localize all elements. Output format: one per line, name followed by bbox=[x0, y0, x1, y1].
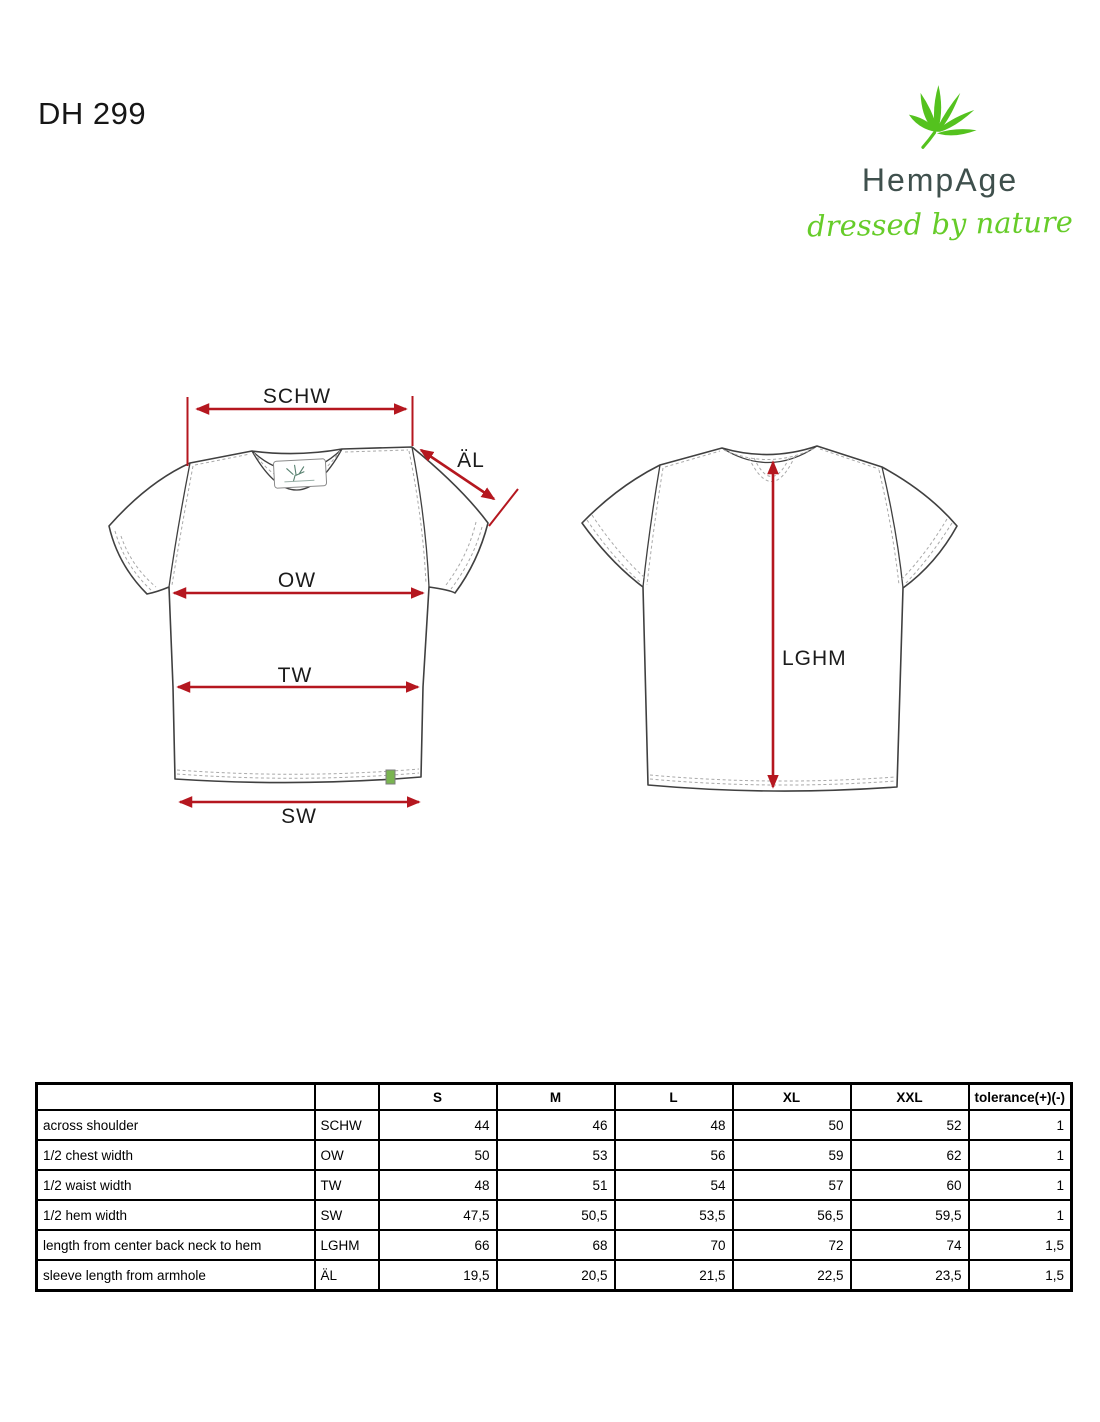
code-header-cell bbox=[315, 1084, 379, 1111]
size-value-cell: 66 bbox=[379, 1230, 497, 1260]
table-row bbox=[37, 1140, 1072, 1170]
ow-label: OW bbox=[277, 569, 317, 592]
tolerance-cell: 1 bbox=[969, 1200, 1072, 1230]
size-value-cell: 74 bbox=[851, 1230, 969, 1260]
label-header-cell bbox=[37, 1084, 315, 1111]
size-value-cell: 21,5 bbox=[615, 1260, 733, 1291]
size-value-cell: 62 bbox=[851, 1140, 969, 1170]
tolerance-cell: 1,5 bbox=[969, 1260, 1072, 1291]
schw-label: SCHW bbox=[262, 385, 332, 408]
size-value-cell: 59,5 bbox=[851, 1200, 969, 1230]
code-cell: SW bbox=[315, 1200, 379, 1230]
size-value-cell: 52 bbox=[851, 1110, 969, 1140]
hemp-leaf-icon bbox=[790, 82, 1090, 152]
tolerance-cell: 1 bbox=[969, 1140, 1072, 1170]
row-label-cell: length from center back neck to hem bbox=[37, 1230, 315, 1260]
size-header-xl: XL bbox=[733, 1084, 851, 1111]
size-header-s: S bbox=[379, 1084, 497, 1111]
code-cell: LGHM bbox=[315, 1230, 379, 1260]
size-value-cell: 47,5 bbox=[379, 1200, 497, 1230]
al-label: ÄL bbox=[457, 449, 485, 472]
table-row bbox=[37, 1110, 1072, 1140]
size-header-xxl: XXL bbox=[851, 1084, 969, 1111]
size-value-cell: 53,5 bbox=[615, 1200, 733, 1230]
brand-logo bbox=[790, 82, 1090, 244]
code-cell: TW bbox=[315, 1170, 379, 1200]
size-value-cell: 51 bbox=[497, 1170, 615, 1200]
tolerance-cell: 1,5 bbox=[969, 1230, 1072, 1260]
code-cell: SCHW bbox=[315, 1110, 379, 1140]
size-value-cell: 48 bbox=[615, 1110, 733, 1140]
size-value-cell: 68 bbox=[497, 1230, 615, 1260]
sw-label: SW bbox=[281, 805, 317, 828]
tolerance-cell: 1 bbox=[969, 1110, 1072, 1140]
table-row bbox=[37, 1260, 1072, 1291]
row-label-cell: sleeve length from armhole bbox=[37, 1260, 315, 1291]
size-value-cell: 23,5 bbox=[851, 1260, 969, 1291]
size-value-cell: 19,5 bbox=[379, 1260, 497, 1291]
row-label-cell: across shoulder bbox=[37, 1110, 315, 1140]
size-value-cell: 20,5 bbox=[497, 1260, 615, 1291]
row-label-cell: 1/2 hem width bbox=[37, 1200, 315, 1230]
size-value-cell: 50 bbox=[733, 1110, 851, 1140]
size-value-cell: 60 bbox=[851, 1170, 969, 1200]
size-value-cell: 53 bbox=[497, 1140, 615, 1170]
row-label-cell: 1/2 waist width bbox=[37, 1170, 315, 1200]
size-value-cell: 56 bbox=[615, 1140, 733, 1170]
tw-label: TW bbox=[277, 664, 313, 687]
size-value-cell: 56,5 bbox=[733, 1200, 851, 1230]
table-row bbox=[37, 1170, 1072, 1200]
size-value-cell: 46 bbox=[497, 1110, 615, 1140]
brand-tagline: dressed by nature bbox=[806, 204, 1074, 244]
brand-name: HempAge bbox=[861, 162, 1019, 198]
garment-technical-drawing bbox=[0, 350, 1100, 870]
page-title: DH 299 bbox=[38, 96, 147, 131]
row-label-cell: 1/2 chest width bbox=[37, 1140, 315, 1170]
size-value-cell: 50 bbox=[379, 1140, 497, 1170]
tolerance-cell: 1 bbox=[969, 1170, 1072, 1200]
size-header-l: L bbox=[615, 1084, 733, 1111]
tolerance-header: tolerance(+)(-) bbox=[969, 1084, 1072, 1111]
size-value-cell: 70 bbox=[615, 1230, 733, 1260]
size-value-cell: 48 bbox=[379, 1170, 497, 1200]
size-value-cell: 22,5 bbox=[733, 1260, 851, 1291]
front-shirt-drawing bbox=[109, 447, 488, 784]
table-row bbox=[37, 1200, 1072, 1230]
size-value-cell: 44 bbox=[379, 1110, 497, 1140]
size-value-cell: 72 bbox=[733, 1230, 851, 1260]
table-row bbox=[37, 1230, 1072, 1260]
code-cell: ÄL bbox=[315, 1260, 379, 1291]
size-value-cell: 54 bbox=[615, 1170, 733, 1200]
back-shirt-drawing bbox=[582, 446, 957, 791]
size-value-cell: 59 bbox=[733, 1140, 851, 1170]
lghm-label: LGHM bbox=[782, 647, 847, 670]
table-header-row bbox=[37, 1084, 1072, 1111]
size-value-cell: 57 bbox=[733, 1170, 851, 1200]
size-value-cell: 50,5 bbox=[497, 1200, 615, 1230]
size-table bbox=[35, 1082, 1073, 1292]
code-cell: OW bbox=[315, 1140, 379, 1170]
size-header-m: M bbox=[497, 1084, 615, 1111]
